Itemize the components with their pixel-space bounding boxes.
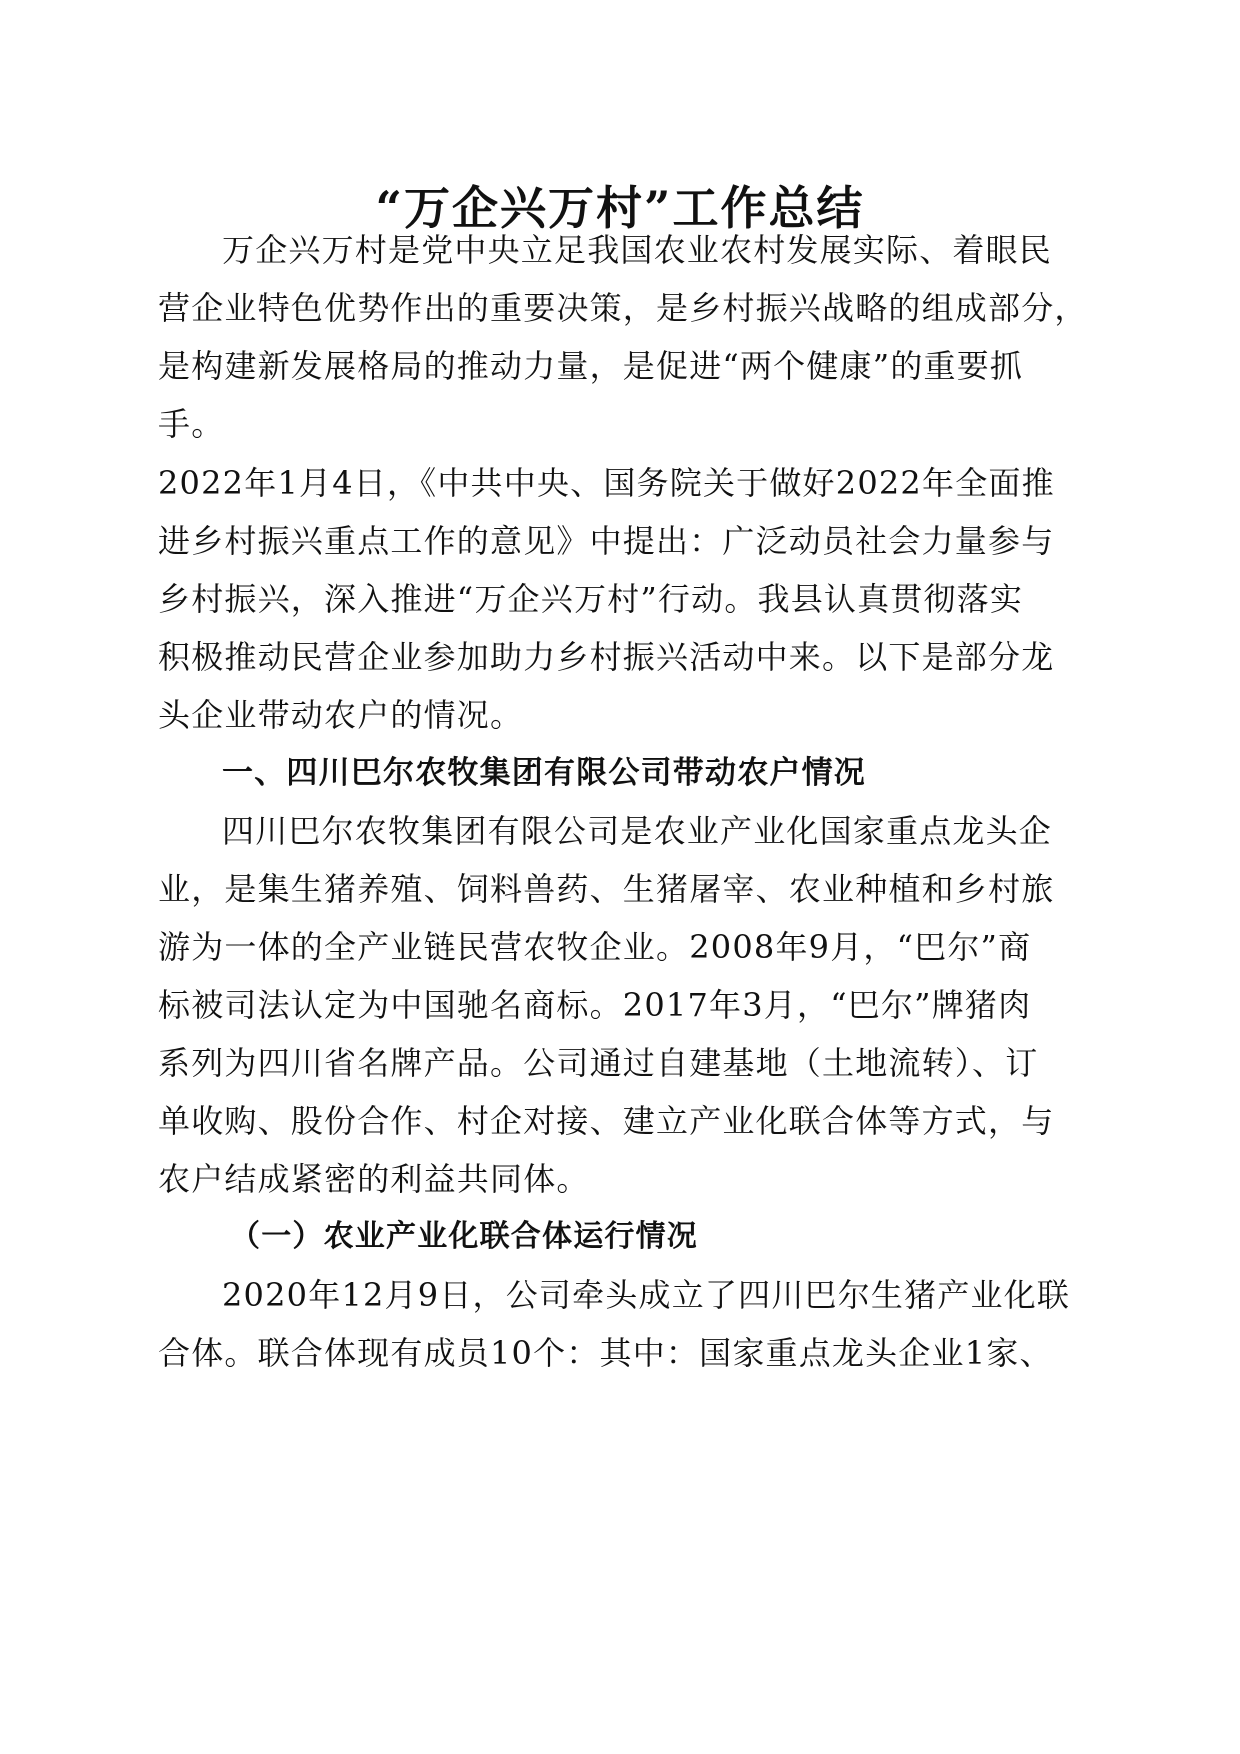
paragraph-line: 是构建新发展格局的推动力量，是促进“两个健康”的重要抓 — [158, 347, 1024, 385]
document-title: “万企兴万村”工作总结 — [375, 181, 865, 235]
paragraph-line: 系列为四川省名牌产品。公司通过自建基地（土地流转）、订 — [158, 1044, 1039, 1082]
paragraph-line: 乡村振兴，深入推进“万企兴万村”行动。我县认真贯彻落实 — [158, 580, 1024, 618]
paragraph-line: 积极推动民营企业参加助力乡村振兴活动中来。以下是部分龙 — [158, 638, 1055, 676]
paragraph-line: 2020年12月9日，公司牵头成立了四川巴尔生猪产业化联 — [222, 1276, 1071, 1314]
paragraph-line: 头企业带动农户的情况。 — [158, 696, 524, 734]
paragraph-line: 四川巴尔农牧集团有限公司是农业产业化国家重点龙头企 — [222, 812, 1053, 850]
paragraph-line: 单收购、股份合作、村企对接、建立产业化联合体等方式，与 — [158, 1102, 1055, 1140]
paragraph-line: 进乡村振兴重点工作的意见》中提出：广泛动员社会力量参与 — [158, 522, 1055, 560]
section-heading: 一、四川巴尔农牧集团有限公司带动农户情况 — [222, 755, 866, 791]
paragraph-line: 万企兴万村是党中央立足我国农业农村发展实际、着眼民 — [222, 231, 1053, 269]
paragraph-line: 标被司法认定为中国驰名商标。2017年3月，“巴尔”牌猪肉 — [158, 986, 1032, 1024]
paragraph-line: 农户结成紧密的利益共同体。 — [158, 1160, 590, 1198]
paragraph-line: 营企业特色优势作出的重要决策，是乡村振兴战略的组成部分， — [158, 289, 1088, 327]
paragraph-line: 手。 — [158, 405, 225, 443]
paragraph-line: 游为一体的全产业链民营农牧企业。2008年9月，“巴尔”商 — [158, 928, 1032, 966]
paragraph-line: 合体。联合体现有成员10个：其中：国家重点龙头企业1家、 — [158, 1334, 1053, 1372]
paragraph-line: 2022年1月4日，《中共中央、国务院关于做好2022年全面推 — [158, 464, 1055, 502]
subsection-heading: （一）农业产业化联合体运行情况 — [230, 1219, 698, 1254]
paragraph-line: 业，是集生猪养殖、饲料兽药、生猪屠宰、农业种植和乡村旅 — [158, 870, 1055, 908]
